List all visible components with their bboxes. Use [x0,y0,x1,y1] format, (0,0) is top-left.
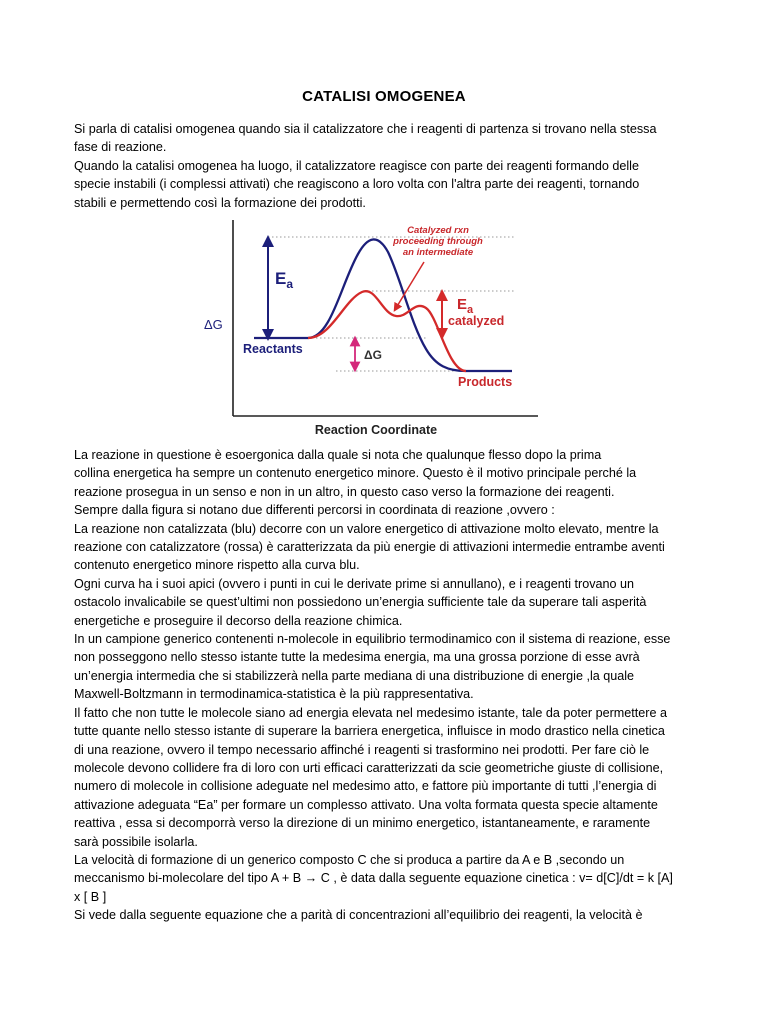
annotation-line-2: proceeding through [393,236,483,247]
energy-diagram-figure [196,214,541,440]
text-line: specie instabili (i complessi attivati) che reagiscono a loro volta con l'altra parte dei reagenti, tornando [74,177,640,192]
delta-g-label: ΔG [364,348,382,362]
body-paragraph [74,446,714,925]
text-line: In un campione generico contenenti n-molecole in equilibrio termodinamico con il sistema di reazione, esse [74,632,671,647]
text-line: molecole devono collidere fra di loro con urti efficaci caratterizzati da scie geometriche giuste di collisione, [74,760,664,775]
annotation-line-3: an intermediate [402,247,474,258]
text-line: reattiva , essa si decomporrà verso la direzione di un minimo energetico, istantaneamente, e raramente [74,816,651,831]
text-line: x [ B ] [74,889,107,904]
intro-paragraph [74,120,714,212]
text-line: Si parla di catalisi omogenea quando sia il catalizzatore che i reagenti di partenza si trovano nella stessa [74,122,657,136]
text-line: Si vede dalla seguente equazione che a parità di concentrazioni all’equilibrio dei reagenti, la velocità è [74,908,643,923]
text-line: non posseggono nello stesso istante tutte la medesima energia, ma una grossa porzione di esse avrà [74,650,640,665]
text-line: un’energia intermedia che si stabilizzerà nella parte mediana di una distribuzione di energie ,la quale [74,668,635,683]
energy-diagram [196,214,541,440]
products-label: Products [458,375,513,389]
text-line: Quando la catalisi omogenea ha luogo, il catalizzatore reagisce con parte dei reagenti formando delle [74,158,639,173]
reactants-label: Reactants [243,342,303,356]
text-line: La reazione in questione è esoergonica dalla quale si nota che qualunque flesso dopo la prima [74,448,602,462]
text-line: La reazione non catalizzata (blu) decorre con un valore energetico di attivazione molto elevato, mentre la [74,521,659,536]
annotation-line-1: Catalyzed rxn [407,225,469,236]
text-line: Il fatto che non tutte le molecole siano ad energia elevata nel medesimo istante, tale da poter permettere a [74,705,667,720]
text-line: meccanismo bi-molecolare del tipo A + B → C , è data dalla seguente equazione cinetica : v= d[C]/dt = k [A] [74,871,673,886]
ea-catalyzed-word: catalyzed [448,314,505,328]
ea-label: $E_a$ [275,269,294,291]
text-line: energetiche e proseguire il decorso della reazione chimica. [74,613,403,628]
text-line: reazione prosegua in un senso e non in un altro, in questo caso verso la formazione dei reagenti. [74,484,615,499]
text-line: Maxwell-Boltzmann in termodinamica-statistica è la più rappresentativa. [74,687,474,702]
text-line: fase di reazione. [74,140,167,155]
text-line: tutte quante nello stesso istante di superare la barriera energetica, influisce in modo drastico nella cinetica [74,724,665,739]
text-line: di una reazione, ovvero il tempo necessario affinché i reagenti si trasformino nei prodotti. Per fare ciò le [74,742,650,757]
text-line: Sempre dalla figura si notano due differenti percorsi in coordinata di reazione ,ovvero : [74,503,555,518]
text-line: stabili e permettendo così la formazione dei prodotti. [74,195,366,210]
text-line: sarà possibile isolarla. [74,834,198,849]
x-axis-label: Reaction Coordinate [314,423,438,437]
document-title: CATALISI OMOGENEA [302,88,466,105]
text-line: contenuto energetico minore rispetto alla curva blu. [74,558,360,573]
text-line: La velocità di formazione di un generico composto C che si produca a partire da A e B ,secondo un [74,852,625,867]
ea-catalyzed-label: $E_a$ [457,296,474,316]
text-line: attivazione adeguata “Ea” per formare un complesso attivato. Una volta formata questa specie altamente [74,797,658,812]
text-line: Ogni curva ha i suoi apici (ovvero i punti in cui le derivate prime si annullano), e i reagenti trovano un [74,576,635,591]
text-line: collina energetica ha sempre un contenuto energetico minore. Questo è il motivo principale perché la [74,466,637,481]
text-line: ostacolo invalicabile se quest’ultimi non possiedono un’energia sufficiente tale da superare tali asperità [74,595,647,610]
text-line: reazione con catalizzatore (rossa) è caratterizzata da più energie di attivazioni intermedie entrambe aventi [74,540,665,555]
y-axis-label: ΔG [204,317,223,332]
text-line: numero di molecole in collisione adeguate nel medesimo atto, e fattore più importante di tutti ,l’energia di [74,779,657,794]
